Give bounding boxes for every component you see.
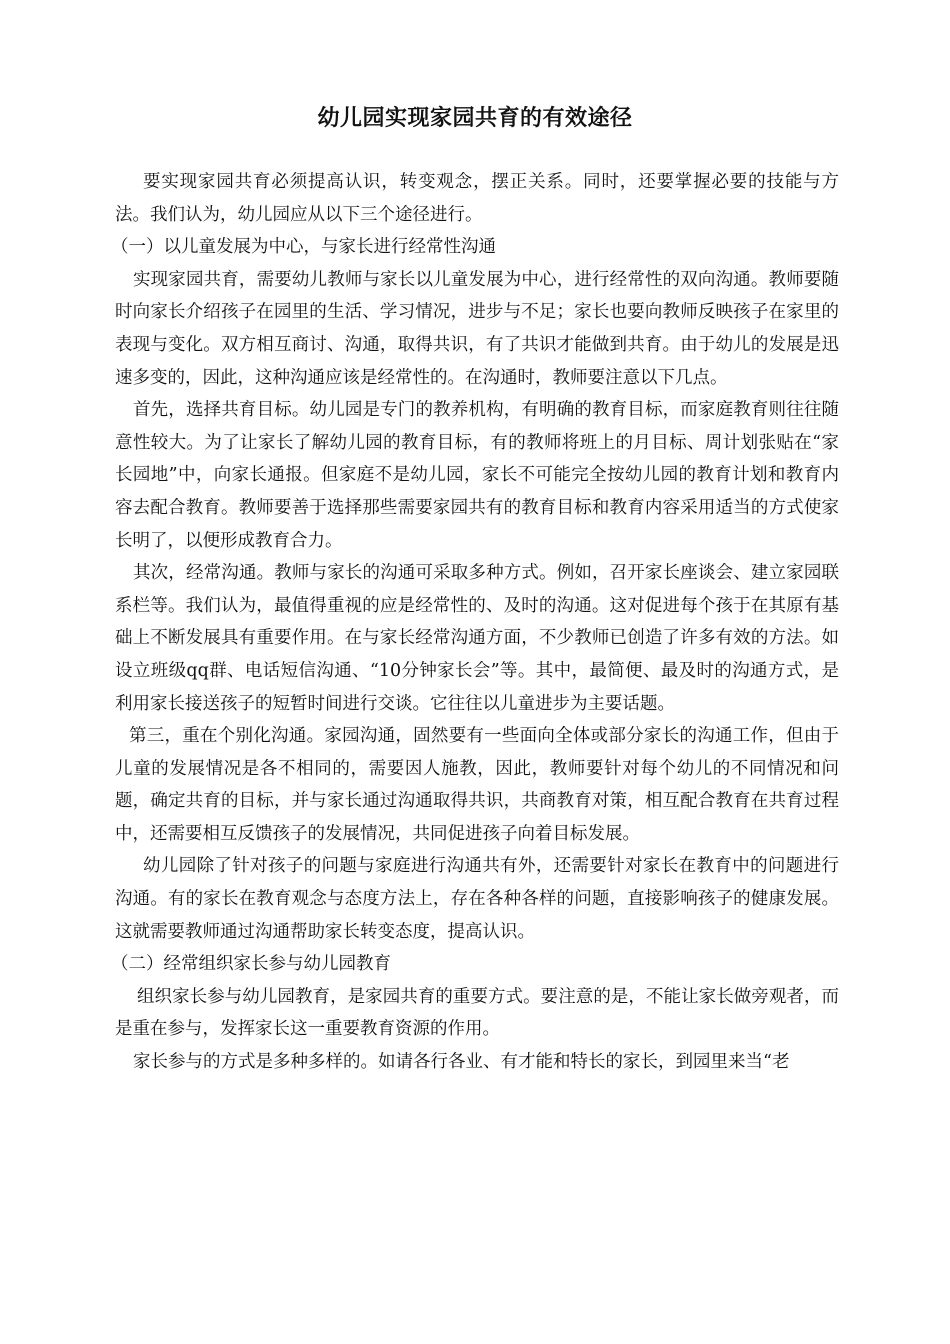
section-heading-2: （二）经常组织家长参与幼儿园教育 [111,954,391,975]
document-title: 幼儿园实现家园共育的有效途径 [317,105,633,131]
body-paragraph: 其次，经常沟通。教师与家长的沟通可采取多种方式。例如，召开家长座谈会、建立家园联系栏等。我们认为，最值得重视的应是经常性的、及时的沟通。这对促进每个孩于在其原有基础上不断发展具有重要作用。在与家长经常沟通方面，不少教师已创造了许多有效的方法。如设立班级qq群、电话短信沟通、“10分钟家长会”等。其中，最简便、最及时的沟通方式，是利用家长接送孩子的短暂时间进行交谈。它往往以儿童进步为主要话题。 [115,563,839,714]
body-paragraph: 第三，重在个别化沟通。家园沟通，固然要有一些面向全体或部分家长的沟通工作，但由于儿童的发展情况是各不相同的，需要因人施教，因此，教师要针对每个幼儿的不同情况和问题，确定共育的目标，并与家长通过沟通取得共识，共商教育对策，相互配合教育在共育过程中，还需要相互反馈孩子的发展情况，共同促进孩子向着目标发展。 [115,726,839,844]
body-paragraph: 组织家长参与幼儿园教育，是家园共育的重要方式。要注意的是，不能让家长做旁观者，而是重在参与，发挥家长这一重要教育资源的作用。 [115,986,839,1040]
document-body [111,166,839,1079]
section-heading-1: （一）以儿童发展为中心，与家长进行经常性沟通 [111,237,496,258]
body-paragraph: 首先，选择共育目标。幼儿园是专门的教养机构，有明确的教育目标，而家庭教育则往往随意性较大。为了让家长了解幼儿园的教育目标，有的教师将班上的月目标、周计划张贴在“家长园地”中，向家长通报。但家庭不是幼儿园，家长不可能完全按幼儿园的教育计划和教育内容去配合教育。教师要善于选择那些需要家园共有的教育目标和教育内容采用适当的方式使家长明了，以便形成教育合力。 [115,400,839,551]
body-paragraph: 实现家园共育，需要幼儿教师与家长以儿童发展为中心，进行经常性的双向沟通。教师要随时向家长介绍孩子在园里的生活、学习情况，进步与不足；家长也要向教师反映孩子在家里的表现与变化。双方相互商讨、沟通，取得共识，有了共识才能做到共育。由于幼儿的发展是迅速多变的，因此，这种沟通应该是经常性的。在沟通时，教师要注意以下几点。 [115,269,839,388]
body-paragraph: 家长参与的方式是多种多样的。如请各行各业、有才能和特长的家长，到园里来当“老 [133,1052,790,1073]
intro-paragraph: 要实现家园共育必须提高认识，转变观念，摆正关系。同时，还要掌握必要的技能与方法。我们认为，幼儿园应从以下三个途径进行。 [115,172,839,225]
body-paragraph: 幼儿园除了针对孩子的问题与家庭进行沟通共有外，还需要针对家长在教育中的问题进行沟通。有的家长在教育观念与态度方法上，存在各种各样的问题，直接影响孩子的健康发展。这就需要教师通过沟通帮助家长转变态度，提高认识。 [115,856,839,942]
